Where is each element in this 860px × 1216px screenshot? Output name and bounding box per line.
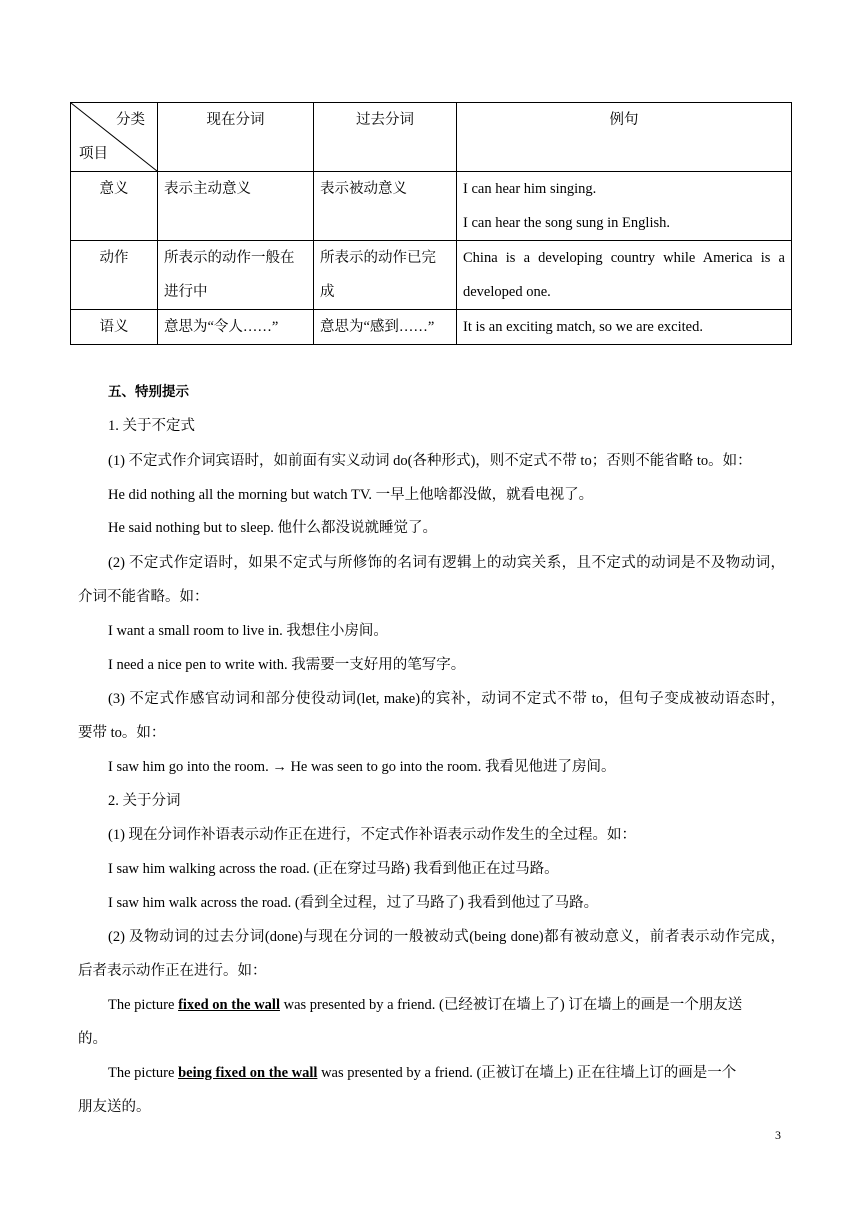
example-cell: It is an exciting match, so we are excited. xyxy=(457,310,792,345)
sentence-text: The picture xyxy=(108,997,179,1013)
example-sentence: I saw him go into the room. → He was seen to go into the room. 我看见他进了房间。 xyxy=(108,759,616,775)
example-sentence xyxy=(108,995,742,1015)
emphasized-phrase: being fixed on the wall xyxy=(178,1065,318,1081)
table-row xyxy=(71,310,792,345)
paragraph-line: (1) 不定式作介词宾语时，如前面有实义动词 do(各种形式)，则不定式不带 to；否则不能省略 to。如： xyxy=(108,453,752,469)
page-number: 3 xyxy=(775,1128,781,1142)
paragraph-line: 后者表示动作正在进行。如： xyxy=(78,963,267,979)
past-cell: 意思为“感到……” xyxy=(314,310,457,345)
past-cell: 所表示的动作已完成 xyxy=(314,241,457,310)
example-sentence: He did nothing all the morning but watch TV. 一早上他啥都没做，就看电视了。 xyxy=(108,487,594,503)
example-sentence: I want a small room to live in. 我想住小房间。 xyxy=(108,623,388,639)
row-item-cell: 意义 xyxy=(71,172,158,241)
table-row xyxy=(71,172,792,241)
header-category-label: 分类 xyxy=(116,112,145,128)
row-item-cell: 动作 xyxy=(71,241,158,310)
present-cell: 表示主动意义 xyxy=(158,172,314,241)
subsection-title-infinitive: 1. 关于不定式 xyxy=(108,418,195,434)
header-item-label: 项目 xyxy=(79,146,108,162)
participle-comparison-table xyxy=(70,102,792,345)
example-cell: China is a developing country while America is a developed one. xyxy=(457,241,792,310)
present-cell: 意思为“令人……” xyxy=(158,310,314,345)
example-sentence: I can hear the song sung in English. xyxy=(463,215,670,231)
example-sentence: I saw him walking across the road. (正在穿过马路) 我看到他正在过马路。 xyxy=(108,861,559,877)
sentence-continuation: 朋友送的。 xyxy=(78,1099,151,1115)
paragraph-line: 介词不能省略。如： xyxy=(78,589,209,605)
example-sentence: I saw him walk across the road. (看到全过程，过了马路了) 我看到他过了马路。 xyxy=(108,895,599,911)
header-past-participle: 过去分词 xyxy=(314,103,457,172)
section-heading: 五、特别提示 xyxy=(108,384,189,400)
paragraph-line: 要带 to。如： xyxy=(78,725,166,741)
sentence-text: was presented by a friend. (正被订在墙上) 正在往墙上订的画是一个 xyxy=(317,1065,737,1081)
paragraph-line: (2) 不定式作定语时，如果不定式与所修饰的名词有逻辑上的动宾关系，且不定式的动词是不及物动词， xyxy=(108,555,785,571)
example-sentence: He said nothing but to sleep. 他什么都没说就睡觉了。 xyxy=(108,520,438,536)
present-cell: 所表示的动作一般在进行中 xyxy=(158,241,314,310)
sentence-continuation: 的。 xyxy=(78,1031,107,1047)
table-row xyxy=(71,241,792,310)
sentence-text: was presented by a friend. (已经被订在墙上了) 订在墙上的画是一个朋友送 xyxy=(279,997,743,1013)
subsection-title-participle: 2. 关于分词 xyxy=(108,793,181,809)
table-header-row xyxy=(71,103,792,172)
diagonal-header-cell xyxy=(71,103,158,172)
header-present-participle: 现在分词 xyxy=(158,103,314,172)
paragraph-line: (2) 及物动词的过去分词(done)与现在分词的一般被动式(being done)都有被动意义，前者表示动作完成， xyxy=(108,929,785,945)
past-cell: 表示被动意义 xyxy=(314,172,457,241)
example-cell xyxy=(457,172,792,241)
emphasized-phrase: fixed on the wall xyxy=(178,997,280,1013)
row-item-cell: 语义 xyxy=(71,310,158,345)
example-sentence xyxy=(108,1063,736,1083)
paragraph-line: (1) 现在分词作补语表示动作正在进行，不定式作补语表示动作发生的全过程。如： xyxy=(108,827,637,843)
sentence-text: The picture xyxy=(108,1065,179,1081)
paragraph-line: (3) 不定式作感官动词和部分使役动词(let, make)的宾补，动词不定式不带 to，但句子变成被动语态时， xyxy=(108,691,785,707)
example-sentence: I need a nice pen to write with. 我需要一支好用的笔写字。 xyxy=(108,657,466,673)
example-sentence: I can hear him singing. xyxy=(463,181,597,197)
header-example: 例句 xyxy=(457,103,792,172)
